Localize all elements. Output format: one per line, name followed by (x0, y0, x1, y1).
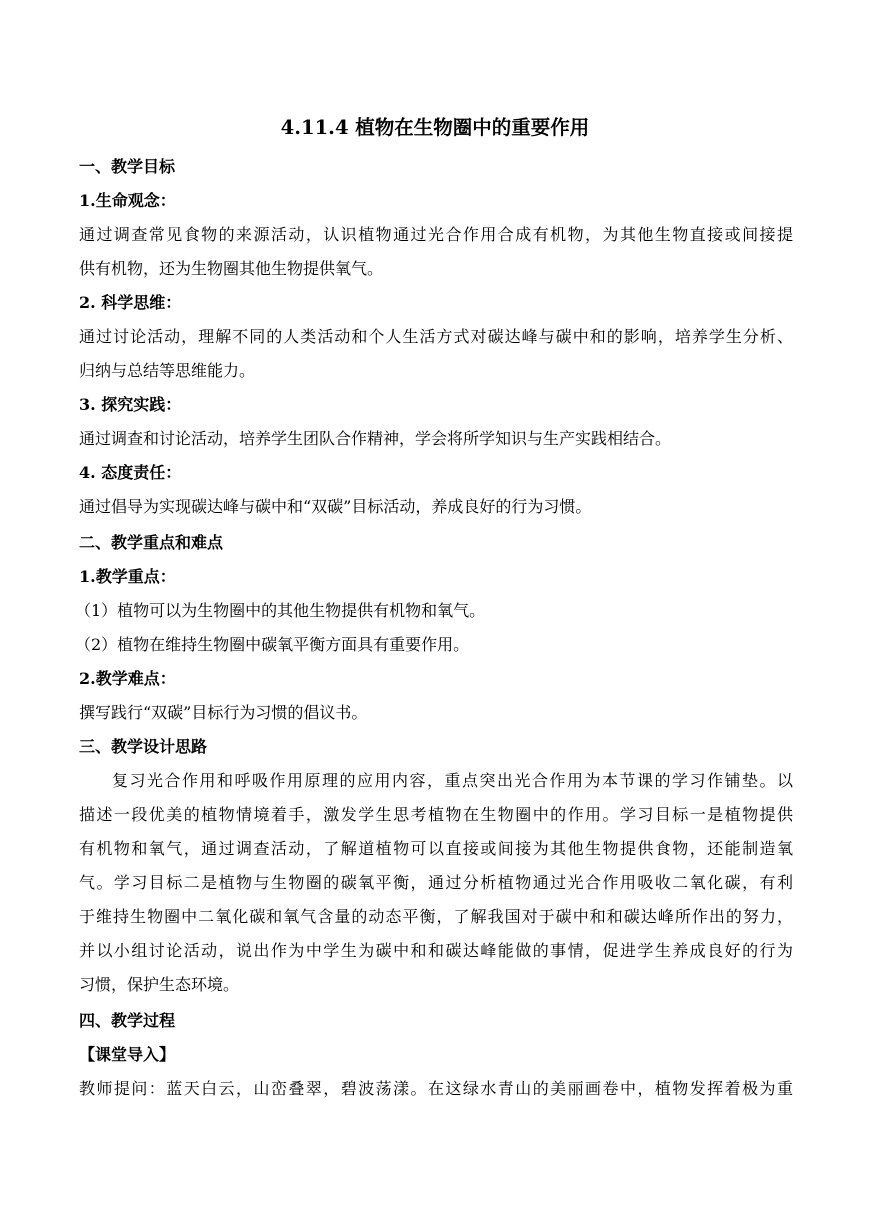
objective-3-text: 通过调查和讨论活动，培养学生团队合作精神，学会将所学知识与生产实践相结合。 (79, 429, 672, 448)
objective-1-text-line-1: 通过调查常见食物的来源活动，认识植物通过光合作用合成有机物，为其他生物直接或间接提 (79, 225, 793, 244)
class-intro-heading: 【课堂导入】 (79, 1045, 176, 1064)
design-paragraph-line-5: 于维持生物圈中二氧化碳和氧气含量的动态平衡，了解我国对于碳中和和碳达峰所作出的努力， (79, 907, 793, 926)
design-paragraph-line-4: 气。学习目标二是植物与生物圈的碳氧平衡，通过分析植物通过光合作用吸收二氧化碳，有利 (79, 873, 793, 892)
section-heading-objectives: 一、教学目标 (79, 157, 176, 176)
objective-1-text-line-2: 供有机物，还为生物圈其他生物提供氧气。 (79, 259, 384, 278)
document-title: 4.11.4 植物在生物圈中的重要作用 (280, 116, 590, 139)
objective-4-text: 通过倡导为实现碳达峰与碳中和“双碳”目标活动，养成良好的行为习惯。 (79, 497, 592, 516)
section-heading-process: 四、教学过程 (79, 1011, 176, 1030)
objective-3-heading: 3. 探究实践： (79, 395, 182, 414)
difficulty-text: 撰写践行“双碳”目标行为习惯的倡议书。 (79, 703, 368, 722)
section-heading-key-points: 二、教学重点和难点 (79, 533, 224, 552)
class-intro-text-line-1: 教师提问：蓝天白云，山峦叠翠，碧波荡漾。在这绿水青山的美丽画卷中，植物发挥着极为重 (79, 1079, 793, 1098)
objective-1-heading: 1.生命观念： (79, 191, 176, 210)
key-point-item-1: （1）植物可以为生物圈中的其他生物提供有机物和氧气。 (75, 601, 486, 620)
design-paragraph-line-1: 复习光合作用和呼吸作用原理的应用内容，重点突出光合作用为本节课的学习作铺垫。以 (112, 771, 793, 790)
design-paragraph-line-7: 习惯，保护生态环境。 (79, 975, 240, 994)
design-paragraph-line-6: 并以小组讨论活动，说出作为中学生为碳中和和碳达峰能做的事情，促进学生养成良好的行为 (79, 941, 793, 960)
key-point-item-2: （2）植物在维持生物圈中碳氧平衡方面具有重要作用。 (75, 635, 470, 654)
objective-4-heading: 4. 态度责任： (79, 463, 182, 482)
key-points-heading: 1.教学重点： (79, 567, 176, 586)
objective-2-text-line-2: 归纳与总结等思维能力。 (79, 361, 256, 380)
objective-2-text-line-1: 通过讨论活动，理解不同的人类活动和个人生活方式对碳达峰与碳中和的影响，培养学生分析、 (79, 327, 793, 346)
difficulty-heading: 2.教学难点： (79, 669, 176, 688)
section-heading-design: 三、教学设计思路 (79, 737, 208, 756)
design-paragraph-line-3: 有机物和氧气，通过调查活动，了解道植物可以直接或间接为其他生物提供食物，还能制造氧 (79, 839, 793, 858)
objective-2-heading: 2. 科学思维： (79, 293, 182, 312)
design-paragraph-line-2: 描述一段优美的植物情境着手，激发学生思考植物在生物圈中的作用。学习目标一是植物提供 (79, 805, 793, 824)
